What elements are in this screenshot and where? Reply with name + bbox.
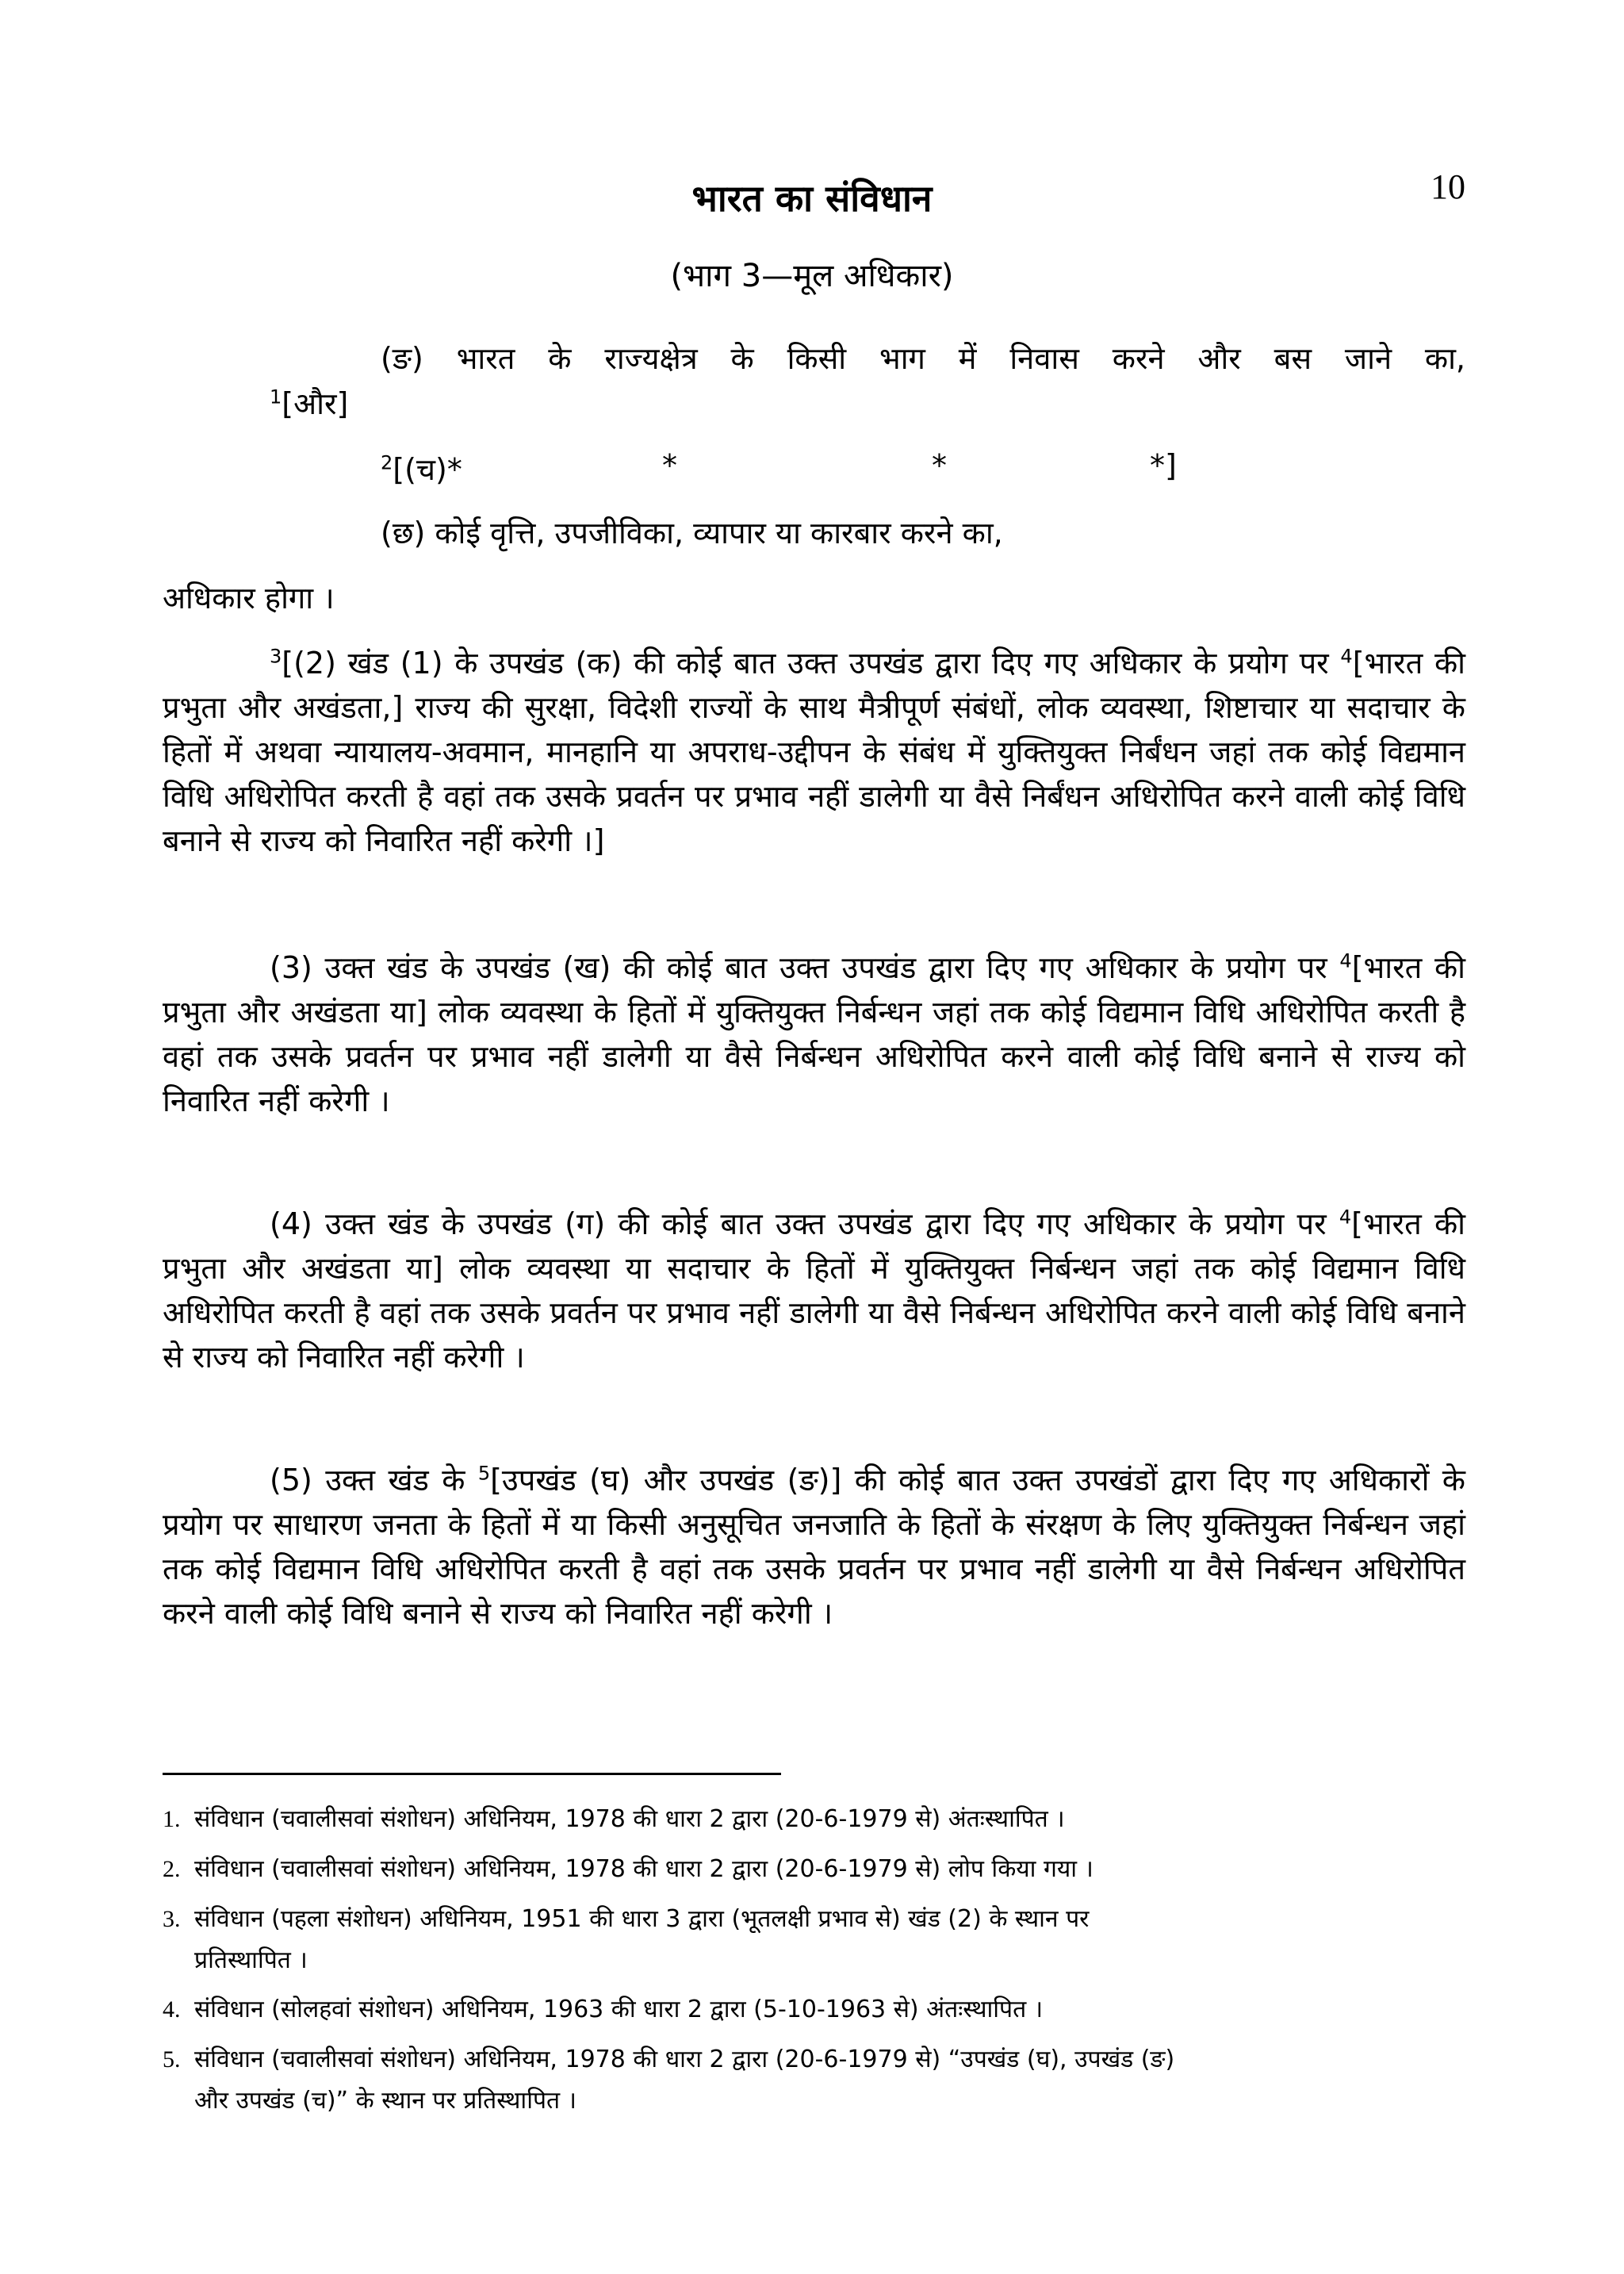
paragraph-clause-4 [163,1202,1465,1379]
paragraph-text: (5) उक्त खंड के [270,1463,478,1497]
footnote-4 [163,1989,1463,2030]
omission-star: * [662,448,677,483]
footnote-number: 3. [163,1906,181,1932]
clause-g: (छ) कोई वृत्ति, उपजीविका, व्यापार या कारबार करने का, [381,516,1003,550]
paragraph-text: [उपखंड (घ) और उपखंड (ङ)] की कोई बात उक्त उपखंडों द्वारा दिए गए अधिकारों के प्रयोग पर साधारण जनता के हितों में या किसी अनुसूचित जनजाति के हितों के संरक्षण के लिए युक्तियुक्त निर्बन्धन जहां तक कोई विद्यमान विधि अधिरोपित करती है वहां तक उसके प्रवर्तन पर प्रभाव नहीं डालेगी या वैसे निर्बन्धन अधिरोपित करने वाली कोई विधि बनाने से राज्य को निवारित नहीं करेगी । [163,1463,1465,1631]
footnote-ref-4: 4 [1340,645,1353,668]
footnote-ref-3: 3 [270,645,282,668]
clause-e: (ङ) भारत के राज्यक्षेत्र के किसी भाग में निवास करने और बस जाने का, [381,341,1465,376]
footnote-divider [163,1773,781,1775]
paragraph-clause-2 [163,641,1465,863]
footnote-number: 2. [163,1856,181,1882]
paragraph-text: (3) उक्त खंड के उपखंड (ख) की कोई बात उक्त उपखंड द्वारा दिए गए अधिकार के प्रयोग पर [270,950,1340,985]
footnote-text: संविधान (चवालीसवां संशोधन) अधिनियम, 1978 की धारा 2 द्वारा (20-6-1979 से) लोप किया गया । [194,1855,1094,1883]
paragraph-text: [भारत की प्रभुता और अखंडता,] राज्य की सुरक्षा, विदेशी राज्यों के साथ मैत्रीपूर्ण संबंधों, लोक व्यवस्था, शिष्टाचार या सदाचार के हितों में अथवा न्यायालय-अवमान, मानहानि या अपराध-उद्दीपन के संबंध में युक्तियुक्त निर्बंधन जहां तक कोई विद्यमान विधि अधिरोपित करती है वहां तक उसके प्रवर्तन पर प्रभाव नहीं डालेगी या वैसे निर्बंधन अधिरोपित करने वाली कोई विधि बनाने से राज्य को निवारित नहीं करेगी ।] [163,646,1465,858]
footnote-number: 1. [163,1806,181,1832]
footnote-text-continued: प्रतिस्थापित । [194,1946,308,1974]
footnote-ref-2: 2 [381,451,393,474]
page-subtitle: (भाग 3—मूल अधिकार) [670,258,954,294]
footnote-ref-4: 4 [1339,949,1352,972]
page-title: भारत का संविधान [691,177,933,220]
footnote-text: संविधान (सोलहवां संशोधन) अधिनियम, 1963 की धारा 2 द्वारा (5-10-1963 से) अंतःस्थापित । [194,1996,1044,2023]
footnote-number: 4. [163,1996,181,2023]
footnote-number: 5. [163,2046,181,2073]
paragraph-text: [भारत की प्रभुता और अखंडता या] लोक व्यवस्था के हितों में युक्तियुक्त निर्बन्धन जहां तक कोई विद्यमान विधि अधिरोपित करती है वहां तक उसके प्रवर्तन पर प्रभाव नहीं डालेगी या वैसे निर्बन्धन अधिरोपित करने वाली कोई विधि बनाने से राज्य को निवारित नहीं करेगी । [163,950,1465,1118]
footnote-ref-1: 1 [270,385,282,408]
clause-f-close: *] [1150,448,1177,483]
aur-insertion [270,382,348,424]
footnote-text: संविधान (पहला संशोधन) अधिनियम, 1951 की धारा 3 द्वारा (भूतलक्षी प्रभाव से) खंड (2) के स्थान पर [194,1905,1090,1933]
clause-f [381,448,462,489]
paragraph-text: [(2) खंड (1) के उपखंड (क) की कोई बात उक्त उपखंड द्वारा दिए गए अधिकार के प्रयोग पर [282,646,1341,681]
footnote-5 [163,2039,1463,2122]
paragraph-text: (4) उक्त खंड के उपखंड (ग) की कोई बात उक्त उपखंड द्वारा दिए गए अधिकार के प्रयोग पर [270,1206,1339,1241]
page-number: 10 [1431,167,1465,206]
clause-f-open: [(च)* [393,452,462,487]
footnote-text: संविधान (चवालीसवां संशोधन) अधिनियम, 1978 की धारा 2 द्वारा (20-6-1979 से) अंतःस्थापित । [194,1805,1065,1833]
footnote-text-continued: और उपखंड (च)” के स्थान पर प्रतिस्थापित । [194,2087,577,2115]
aur-text: [और] [282,386,349,421]
paragraph-clause-5 [163,1458,1465,1636]
paragraph-text: [भारत की प्रभुता और अखंडता या] लोक व्यवस्था या सदाचार के हितों में युक्तियुक्त निर्बन्धन जहां तक कोई विद्यमान विधि अधिरोपित करती है वहां तक उसके प्रवर्तन पर प्रभाव नहीं डालेगी या वैसे निर्बन्धन अधिरोपित करने वाली कोई विधि बनाने से राज्य को निवारित नहीं करेगी । [163,1206,1465,1375]
footnote-ref-5: 5 [477,1462,491,1485]
omission-star: * [932,448,947,483]
adhikar-hoga: अधिकार होगा । [163,581,335,615]
paragraph-clause-3 [163,945,1465,1123]
footnote-1 [163,1799,1463,1840]
footnote-3 [163,1899,1463,1981]
footnote-ref-4: 4 [1339,1206,1352,1229]
footnote-2 [163,1849,1463,1890]
footnote-text: संविधान (चवालीसवां संशोधन) अधिनियम, 1978 की धारा 2 द्वारा (20-6-1979 से) “उपखंड (घ), उपखंड (ङ) [194,2046,1175,2073]
